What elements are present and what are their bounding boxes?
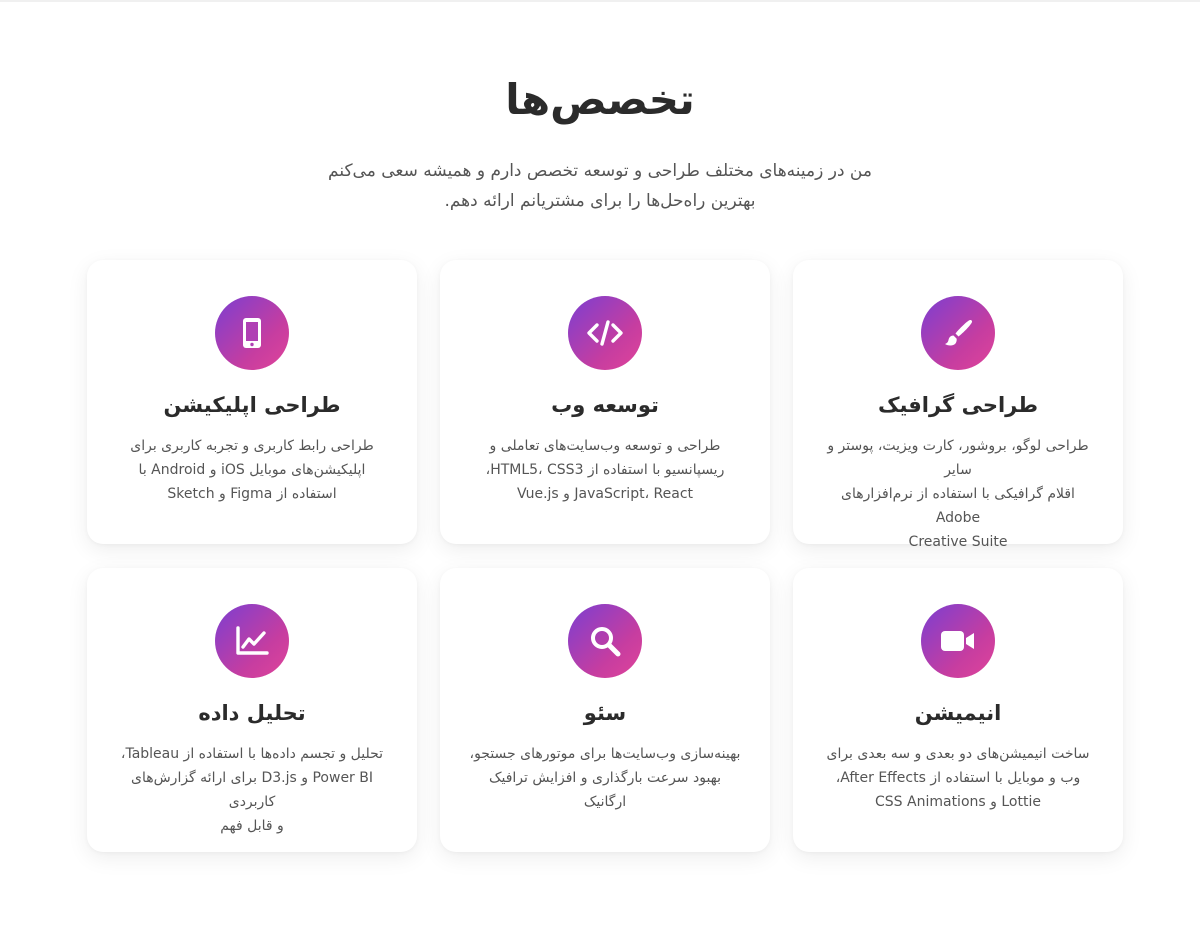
card-desc-line: و قابل فهم (220, 818, 284, 834)
subtitle-line: بهترین راه‌حل‌ها را برای مشتریانم ارائه دهم. (444, 191, 756, 211)
subtitle-line: من در زمینه‌های مختلف طراحی و توسعه تخصص دارم و همیشه سعی می‌کنم (328, 161, 872, 181)
card-description (115, 742, 389, 838)
card-desc-line: بهبود سرعت بارگذاری و افزایش ترافیک ارگانیک (488, 770, 722, 810)
card-desc-line: طراحی لوگو، بروشور، کارت ویزیت، پوستر و سایر (827, 438, 1089, 478)
card-desc-line: طراحی و توسعه وب‌سایت‌های تعاملی و (489, 438, 721, 454)
card-desc-line: JavaScript، React و Vue.js (516, 486, 694, 502)
card-desc-line: ساخت انیمیشن‌های دو بعدی و سه بعدی برای (826, 746, 1090, 762)
card-desc-line: اپلیکیشن‌های موبایل iOS و Android با (138, 462, 366, 478)
card-desc-line: تحلیل و تجسم داده‌ها با استفاده از Tableau، (120, 746, 384, 762)
card-title: انیمیشن (914, 701, 1002, 725)
card-title: توسعه وب (551, 393, 659, 417)
section-title: تخصص‌ها (505, 75, 695, 124)
card-desc-line: Creative Suite (908, 534, 1008, 550)
search-icon (568, 604, 642, 678)
card-desc-line: Power BI و D3.js برای ارائه گزارش‌های کاربردی (130, 770, 373, 810)
chart-line-icon (215, 604, 289, 678)
section-subtitle (320, 156, 880, 216)
card-title: طراحی اپلیکیشن (163, 393, 341, 417)
card-title: طراحی گرافیک (877, 393, 1039, 417)
card-title: سئو (583, 701, 627, 725)
card-data-analysis (87, 568, 417, 852)
card-description (468, 742, 742, 814)
card-web-development (440, 260, 770, 544)
code-icon (568, 296, 642, 370)
paint-brush-icon (921, 296, 995, 370)
video-camera-icon (921, 604, 995, 678)
mobile-icon (215, 296, 289, 370)
card-title: تحلیل داده (198, 701, 306, 725)
card-desc-line: طراحی رابط کاربری و تجربه کاربری برای (130, 438, 374, 454)
card-description (115, 434, 389, 506)
card-desc-line: Lottie و CSS Animations (875, 794, 1041, 810)
card-animation (793, 568, 1123, 852)
card-seo (440, 568, 770, 852)
card-desc-line: بهینه‌سازی وب‌سایت‌ها برای موتورهای جستجو، (469, 746, 741, 762)
card-desc-line: استفاده از Figma و Sketch (167, 486, 337, 502)
card-description (468, 434, 742, 506)
card-graphic-design (793, 260, 1123, 550)
card-description (821, 434, 1095, 554)
card-desc-line: اقلام گرافیکی با استفاده از نرم‌افزارهای Adobe (841, 486, 1075, 526)
card-desc-line: ریسپانسیو با استفاده از HTML5، CSS3، (485, 462, 725, 478)
card-desc-line: وب و موبایل با استفاده از After Effects، (835, 770, 1081, 786)
card-description (821, 742, 1095, 814)
card-app-design (87, 260, 417, 544)
